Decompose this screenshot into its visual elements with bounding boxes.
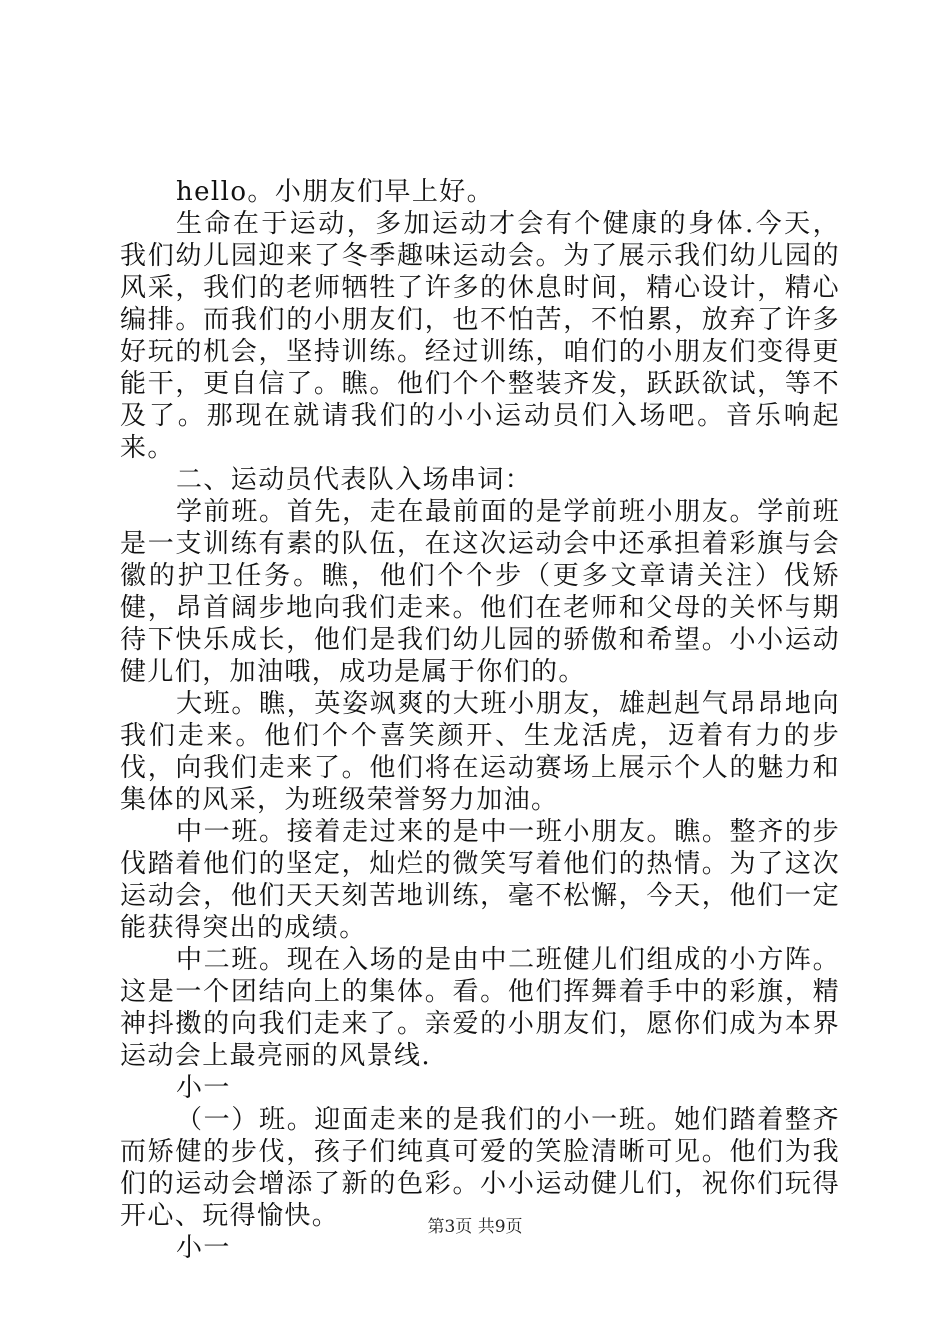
paragraph-middle-class-one: 中一班。接着走过来的是中一班小朋友。瞧。整齐的步伐踏着他们的坚定，灿烂的微笑写着他们的热情。为了这次运动会，他们天天刻苦地训练，毫不松懈，今天，他们一定能获得突出的成绩。: [120, 817, 840, 943]
paragraph-junior-class-one: （一）班。迎面走来的是我们的小一班。她们踏着整齐而矫健的步伐，孩子们纯真可爱的笑脸清晰可见。他们为我们的运动会增添了新的色彩。小小运动健儿们，祝你们玩得开心、玩得愉快。: [120, 1105, 840, 1231]
paragraph-intro: 生命在于运动，多加运动才会有个健康的身体.今天，我们幼儿园迎来了冬季趣味运动会。为了展示我们幼儿园的风采，我们的老师牺牲了许多的休息时间，精心设计，精心编排。而我们的小朋友们，也不怕苦，不怕累，放弃了许多好玩的机会，坚持训练。经过训练，咱们的小朋友们变得更能干，更自信了。瞧。他们个个整装齐发，跃跃欲试，等不及了。那现在就请我们的小小运动员们入场吧。音乐响起来。: [120, 209, 840, 463]
paragraph-junior-heading-two: 小一: [176, 1233, 231, 1263]
paragraph-middle-class-two: 中二班。现在入场的是由中二班健儿们组成的小方阵。这是一个团结向上的集体。看。他们挥舞着手中的彩旗，精神抖擞的向我们走来了。亲爱的小朋友们，愿你们成为本界运动会上最亮丽的风景线.: [120, 945, 840, 1071]
paragraph-junior-heading-one: 小一: [176, 1073, 231, 1103]
paragraph-greeting: hello。小朋友们早上好。: [176, 177, 495, 207]
paragraph-senior-class: 大班。瞧，英姿飒爽的大班小朋友，雄赳赳气昂昂地向我们走来。他们个个喜笑颜开、生龙活虎，迈着有力的步伐，向我们走来了。他们将在运动赛场上展示个人的魅力和集体的风采，为班级荣誉努力加油。: [120, 689, 840, 815]
paragraph-section-heading: 二、运动员代表队入场串词：: [176, 465, 533, 495]
paragraph-preschool-class: 学前班。首先，走在最前面的是学前班小朋友。学前班是一支训练有素的队伍，在这次运动会中还承担着彩旗与会徽的护卫任务。瞧，他们个个步（更多文章请关注）伐矫健，昂首阔步地向我们走来。他们在老师和父母的关怀与期待下快乐成长，他们是我们幼儿园的骄傲和希望。小小运动健儿们，加油哦，成功是属于你们的。: [120, 497, 840, 687]
document-body: [120, 176, 840, 1264]
page-number-footer: 第3页 共9页: [427, 1217, 523, 1237]
